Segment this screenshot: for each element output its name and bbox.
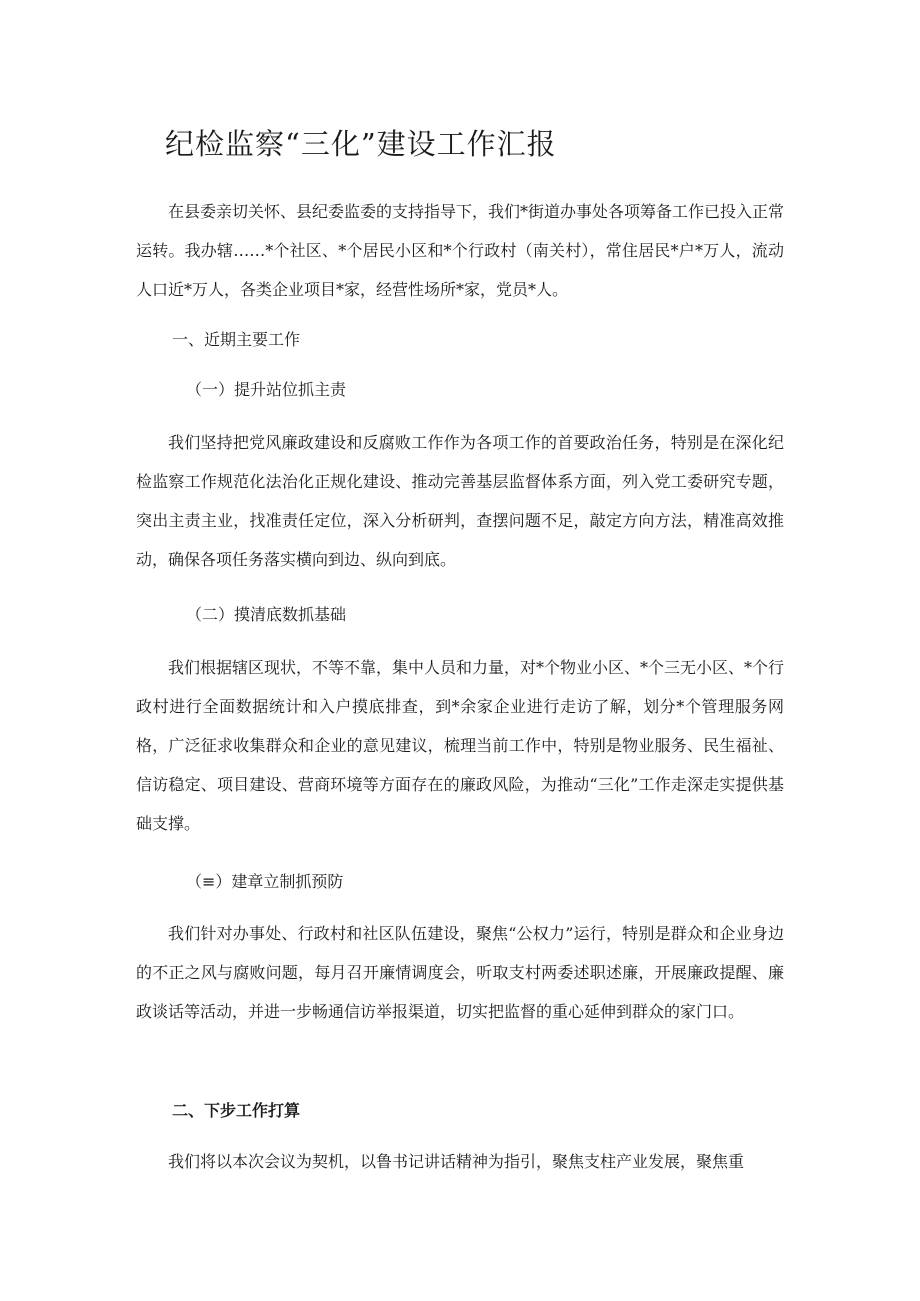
section-paragraph-next-steps: 我们将以本次会议为契机，以鲁书记讲话精神为指引，聚焦支柱产业发展，聚焦重 [168,1152,745,1171]
subsection-paragraph-1: 我们坚持把党风廉政建设和反腐败工作作为各项工作的首要政治任务，特别是在深化纪检监察工作规范化法治化正规化建设、推动完善基层监督体系方面，列入党工委研究专题，突出主责主业，找准责任定位，深入分析研判，查摆问题不足，敲定方向方法，精准高效推动，确保各项任务落实横向到边、纵向到底。 [136,433,784,569]
section-heading-next-steps: 二、下步工作打算 [172,1101,301,1120]
subsection-heading-2: （二）摸清底数抓基础 [186,605,347,624]
subsection-heading-3: （≡）建章立制抓预防 [186,872,344,891]
subsection-paragraph-2: 我们根据辖区现状，不等不靠，集中人员和力量，对*个物业小区、*个三无小区、*个行政村进行全面数据统计和入户摸底排查，到*余家企业进行走访了解，划分*个管理服务网格，广泛征求收集群众和企业的意见建议，梳理当前工作中，特别是物业服务、民生福祉、信访稳定、项目建设、营商环境等方面存在的廉政风险，为推动“三化”工作走深走实提供基础支撑。 [136,658,785,833]
subsection-heading-1: （一）提升站位抓主责 [186,380,347,399]
subsection-paragraph-3: 我们针对办事处、行政村和社区队伍建设，聚焦“公权力”运行，特别是群众和企业身边的不正之风与腐败问题，每月召开廉情调度会，听取支村两委述职述廉，开展廉政提醒、廉政谈话等活动，并进一步畅通信访举报渠道，切实把监督的重心延伸到群众的家门口。 [136,924,784,1021]
document-title: 纪检监察“三化”建设工作汇报 [165,127,557,161]
section-heading-recent-work: 一、近期主要工作 [172,330,301,349]
intro-paragraph: 在县委亲切关怀、县纪委监委的支持指导下，我们*街道办事处各项筹备工作已投入正常运转。我办辖……*个社区、*个居民小区和*个行政村（南关村），常住居民*户*万人，流动人口近*万人，各类企业项目*家，经营性场所*家，党员*人。 [136,202,785,299]
